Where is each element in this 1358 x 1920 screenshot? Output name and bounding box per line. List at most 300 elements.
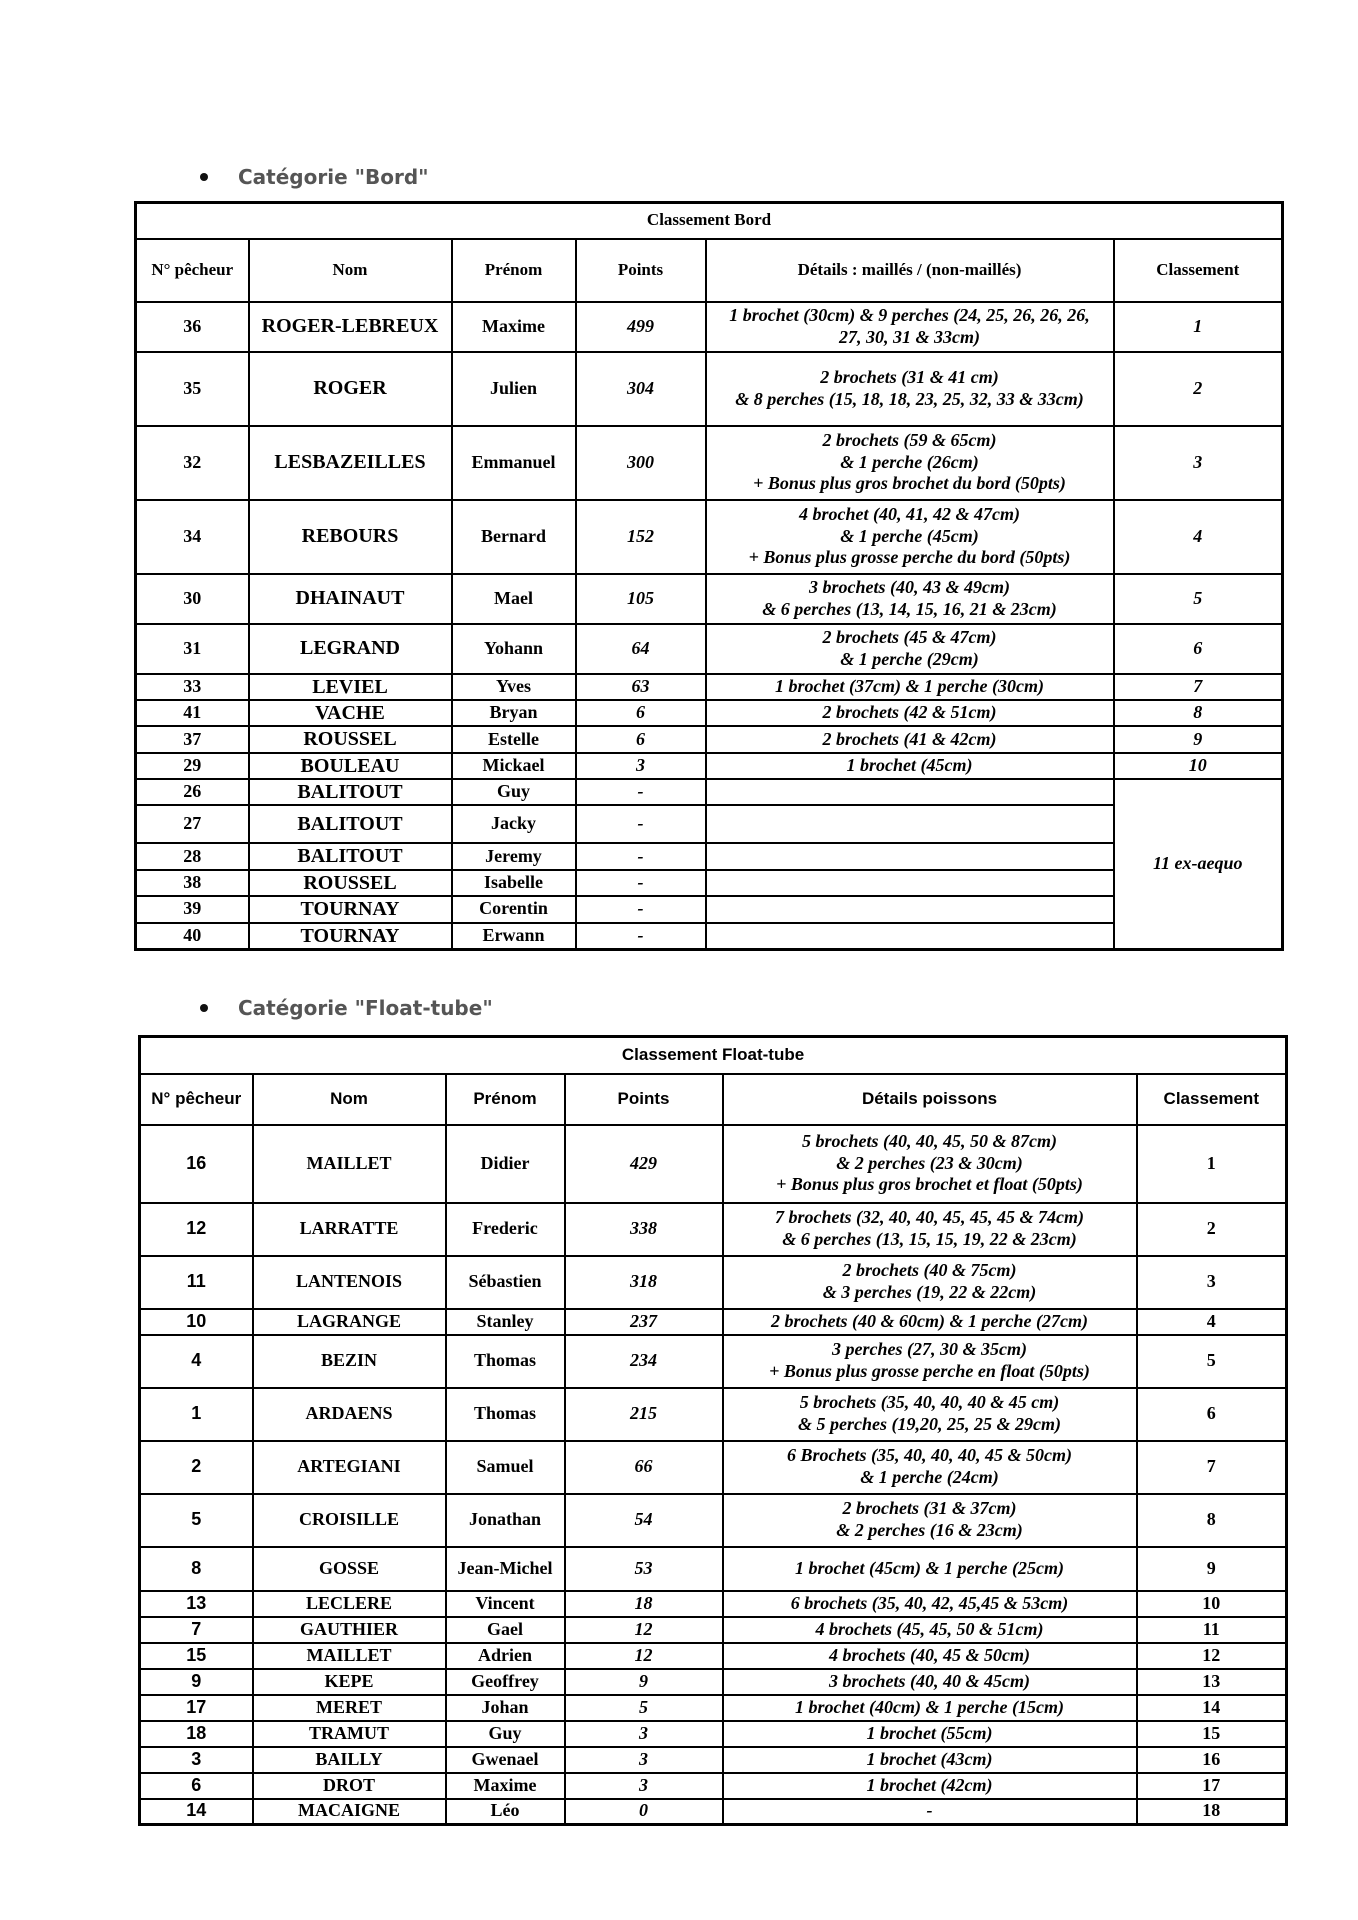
prenom-cell: Corentin [452, 896, 576, 922]
pecheur-number: 4 [140, 1335, 253, 1388]
details-cell [706, 843, 1114, 869]
points-cell: 338 [565, 1203, 723, 1256]
prenom-cell: Yves [452, 674, 576, 700]
points-cell: 66 [565, 1441, 723, 1494]
table-row [140, 1388, 1287, 1441]
pecheur-number: 36 [136, 302, 249, 352]
table-row [136, 574, 1283, 624]
nom-cell: LANTENOIS [253, 1256, 446, 1309]
details-line: 2 brochets (41 & 42cm) [822, 728, 997, 749]
details-line: 27, 30, 31 & 33cm) [839, 326, 980, 347]
nom-cell: BALITOUT [249, 843, 452, 869]
pecheur-number: 37 [136, 726, 249, 752]
header-cell: N° pêcheur [136, 239, 249, 302]
prenom-cell: Guy [446, 1721, 565, 1747]
points-cell: - [576, 896, 706, 922]
rank-cell: 6 [1114, 624, 1283, 674]
prenom-cell: Erwann [452, 923, 576, 950]
details-cell [723, 1309, 1137, 1335]
prenom-cell: Geoffrey [446, 1669, 565, 1695]
prenom-cell: Thomas [446, 1388, 565, 1441]
details-cell [723, 1335, 1137, 1388]
prenom-cell: Bernard [452, 500, 576, 574]
details-line: + Bonus plus grosse perche du bord (50pts) [748, 547, 1071, 568]
nom-cell: MAILLET [253, 1643, 446, 1669]
details-line: 3 brochets (40, 40 & 45cm) [829, 1670, 1030, 1691]
details-line: 1 brochet (30cm) & 9 perches (24, 25, 26, 26, 26, [729, 304, 1090, 325]
table-row [140, 1309, 1287, 1335]
pecheur-number: 9 [140, 1669, 253, 1695]
points-cell: 3 [565, 1721, 723, 1747]
rank-cell: 9 [1114, 726, 1283, 752]
points-cell: 215 [565, 1388, 723, 1441]
details-line: & 3 perches (19, 22 & 22cm) [822, 1282, 1037, 1302]
details-cell [723, 1203, 1137, 1256]
details-line: + Bonus plus gros brochet du bord (50pts) [753, 473, 1066, 494]
points-cell: 152 [576, 500, 706, 574]
pecheur-number: 31 [136, 624, 249, 674]
pecheur-number: 1 [140, 1388, 253, 1441]
details-cell [706, 500, 1114, 574]
table-row [136, 805, 1283, 843]
rank-cell: 5 [1137, 1335, 1287, 1388]
nom-cell: ARTEGIANI [253, 1441, 446, 1494]
points-cell: 9 [565, 1669, 723, 1695]
details-line: & 1 perche (29cm) [840, 648, 979, 669]
details-line: 1 brochet (42cm) [866, 1774, 993, 1795]
points-cell: - [576, 779, 706, 805]
details-cell [723, 1256, 1137, 1309]
details-cell [706, 352, 1114, 426]
table-row [140, 1695, 1287, 1721]
header-cell: Points [576, 239, 706, 302]
points-cell: 304 [576, 352, 706, 426]
details-line: + Bonus plus grosse perche en float (50pts) [769, 1361, 1090, 1381]
prenom-cell: Isabelle [452, 870, 576, 896]
prenom-cell: Vincent [446, 1591, 565, 1617]
header-cell: Détails : maillés / (non-maillés) [706, 239, 1114, 302]
prenom-cell: Bryan [452, 700, 576, 726]
pecheur-number: 6 [140, 1773, 253, 1799]
section-heading-bord-text: Catégorie "Bord" [238, 165, 429, 189]
pecheur-number: 8 [140, 1547, 253, 1591]
details-cell [706, 805, 1114, 843]
nom-cell: DHAINAUT [249, 574, 452, 624]
header-cell: Prénom [452, 239, 576, 302]
details-cell [723, 1617, 1137, 1643]
details-line: 2 brochets (31 & 41 cm) [820, 366, 999, 387]
details-line: 1 brochet (55cm) [866, 1722, 993, 1743]
rank-cell: 9 [1137, 1547, 1287, 1591]
details-line: 2 brochets (59 & 65cm) [822, 429, 997, 450]
prenom-cell: Johan [446, 1695, 565, 1721]
details-line: 1 brochet (45cm) [846, 754, 973, 775]
details-line: 2 brochets (42 & 51cm) [822, 702, 997, 723]
rank-cell: 3 [1114, 426, 1283, 500]
points-cell: - [576, 923, 706, 950]
section-heading-float-text: Catégorie "Float-tube" [238, 996, 493, 1020]
table-row [140, 1335, 1287, 1388]
table-row [136, 302, 1283, 352]
prenom-cell: Frederic [446, 1203, 565, 1256]
nom-cell: ARDAENS [253, 1388, 446, 1441]
nom-cell: LEVIEL [249, 674, 452, 700]
pecheur-number: 35 [136, 352, 249, 426]
rank-cell: 11 [1137, 1617, 1287, 1643]
header-cell: Nom [249, 239, 452, 302]
rank-cell: 17 [1137, 1773, 1287, 1799]
header-cell: Classement [1114, 239, 1283, 302]
prenom-cell: Julien [452, 352, 576, 426]
nom-cell: LESBAZEILLES [249, 426, 452, 500]
nom-cell: GOSSE [253, 1547, 446, 1591]
table-row [140, 1799, 1287, 1825]
table-row [136, 726, 1283, 752]
table-row [136, 870, 1283, 896]
points-cell: 300 [576, 426, 706, 500]
rank-cell: 5 [1114, 574, 1283, 624]
header-cell: Prénom [446, 1074, 565, 1125]
rank-cell: 18 [1137, 1799, 1287, 1825]
details-cell [706, 896, 1114, 922]
details-cell [723, 1441, 1137, 1494]
nom-cell: LARRATTE [253, 1203, 446, 1256]
prenom-cell: Maxime [452, 302, 576, 352]
table-row [140, 1643, 1287, 1669]
rank-cell: 7 [1114, 674, 1283, 700]
pecheur-number: 2 [140, 1441, 253, 1494]
rank-cell: 10 [1114, 753, 1283, 779]
details-cell [723, 1799, 1137, 1825]
rank-cell: 10 [1137, 1591, 1287, 1617]
details-line: 4 brochet (40, 41, 42 & 47cm) [799, 503, 1020, 524]
prenom-cell: Jacky [452, 805, 576, 843]
points-cell: 63 [576, 674, 706, 700]
prenom-cell: Emmanuel [452, 426, 576, 500]
points-cell: 64 [576, 624, 706, 674]
prenom-cell: Gael [446, 1617, 565, 1643]
rank-cell: 8 [1114, 700, 1283, 726]
section-heading-float [200, 996, 493, 1020]
details-line: 1 brochet (40cm) & 1 perche (15cm) [795, 1696, 1064, 1717]
rank-cell: 13 [1137, 1669, 1287, 1695]
nom-cell: TOURNAY [249, 896, 452, 922]
rank-cell: 16 [1137, 1747, 1287, 1773]
table-classement-float [138, 1035, 1288, 1826]
details-cell [723, 1547, 1137, 1591]
pecheur-number: 41 [136, 700, 249, 726]
points-cell: 499 [576, 302, 706, 352]
prenom-cell: Samuel [446, 1441, 565, 1494]
pecheur-number: 5 [140, 1494, 253, 1547]
details-line: 6 Brochets (35, 40, 40, 40, 45 & 50cm) [787, 1445, 1072, 1466]
header-cell: Classement [1137, 1074, 1287, 1125]
table-row [136, 426, 1283, 500]
details-cell [706, 426, 1114, 500]
rank-cell: 1 [1137, 1125, 1287, 1203]
table-classement-bord [134, 201, 1284, 951]
rank-cell: 1 [1114, 302, 1283, 352]
points-cell: 3 [565, 1747, 723, 1773]
details-line: 4 brochets (40, 45 & 50cm) [829, 1644, 1030, 1665]
nom-cell: BALITOUT [249, 779, 452, 805]
pecheur-number: 10 [140, 1309, 253, 1335]
bullet-icon [200, 173, 208, 181]
pecheur-number: 28 [136, 843, 249, 869]
pecheur-number: 29 [136, 753, 249, 779]
table-row [136, 896, 1283, 922]
details-line: 2 brochets (40 & 75cm) [842, 1260, 1017, 1281]
points-cell: 105 [576, 574, 706, 624]
points-cell: 12 [565, 1643, 723, 1669]
table-title-bord: Classement Bord [136, 203, 1283, 239]
section-heading-bord [200, 165, 429, 189]
nom-cell: ROUSSEL [249, 870, 452, 896]
prenom-cell: Guy [452, 779, 576, 805]
rank-cell: 12 [1137, 1643, 1287, 1669]
details-line: & 1 perche (24cm) [860, 1467, 999, 1487]
details-line: & 6 perches (13, 14, 15, 16, 21 & 23cm) [762, 598, 1057, 619]
details-line: & 2 perches (16 & 23cm) [836, 1520, 1023, 1540]
details-cell [706, 726, 1114, 752]
table-row [140, 1591, 1287, 1617]
header-row-bord [136, 239, 1283, 302]
nom-cell: TRAMUT [253, 1721, 446, 1747]
details-cell [723, 1494, 1137, 1547]
points-cell: 318 [565, 1256, 723, 1309]
details-line: 1 brochet (43cm) [866, 1748, 993, 1769]
points-cell: - [576, 870, 706, 896]
nom-cell: BEZIN [253, 1335, 446, 1388]
details-line: & 2 perches (23 & 30cm) [836, 1152, 1023, 1173]
pecheur-number: 30 [136, 574, 249, 624]
prenom-cell: Adrien [446, 1643, 565, 1669]
details-cell [706, 753, 1114, 779]
table-row [140, 1773, 1287, 1799]
table-row [140, 1125, 1287, 1203]
nom-cell: LEGRAND [249, 624, 452, 674]
pecheur-number: 39 [136, 896, 249, 922]
nom-cell: VACHE [249, 700, 452, 726]
prenom-cell: Didier [446, 1125, 565, 1203]
details-line: 6 brochets (35, 40, 42, 45,45 & 53cm) [790, 1592, 1069, 1613]
prenom-cell: Thomas [446, 1335, 565, 1388]
nom-cell: MERET [253, 1695, 446, 1721]
pecheur-number: 16 [140, 1125, 253, 1203]
table-row [140, 1256, 1287, 1309]
prenom-cell: Estelle [452, 726, 576, 752]
details-line: & 1 perche (26cm) [840, 451, 979, 472]
table-row [136, 753, 1283, 779]
prenom-cell: Mael [452, 574, 576, 624]
pecheur-number: 18 [140, 1721, 253, 1747]
table-row [140, 1203, 1287, 1256]
details-cell [723, 1695, 1137, 1721]
details-line: 1 brochet (45cm) & 1 perche (25cm) [795, 1557, 1064, 1578]
rank-cell: 15 [1137, 1721, 1287, 1747]
table-row [136, 352, 1283, 426]
rank-cell: 7 [1137, 1441, 1287, 1494]
table-row [136, 779, 1283, 805]
table-row [140, 1669, 1287, 1695]
header-cell: Points [565, 1074, 723, 1125]
details-line: & 8 perches (15, 18, 18, 23, 25, 32, 33 & 33cm) [735, 388, 1084, 409]
table-title-float: Classement Float-tube [140, 1037, 1287, 1074]
pecheur-number: 38 [136, 870, 249, 896]
details-cell [706, 624, 1114, 674]
table-row [140, 1547, 1287, 1591]
prenom-cell: Jonathan [446, 1494, 565, 1547]
prenom-cell: Léo [446, 1799, 565, 1825]
points-cell: 12 [565, 1617, 723, 1643]
rank-cell: 14 [1137, 1695, 1287, 1721]
prenom-cell: Sébastien [446, 1256, 565, 1309]
pecheur-number: 14 [140, 1799, 253, 1825]
table-row [140, 1441, 1287, 1494]
details-cell [706, 870, 1114, 896]
points-cell: 237 [565, 1309, 723, 1335]
rank-cell: 4 [1137, 1309, 1287, 1335]
details-line: 7 brochets (32, 40, 40, 45, 45, 45 & 74cm) [775, 1207, 1084, 1228]
points-cell: 0 [565, 1799, 723, 1825]
details-cell [706, 674, 1114, 700]
details-cell [723, 1747, 1137, 1773]
points-cell: 429 [565, 1125, 723, 1203]
details-cell [723, 1721, 1137, 1747]
rank-cell: 2 [1114, 352, 1283, 426]
prenom-cell: Maxime [446, 1773, 565, 1799]
nom-cell: TOURNAY [249, 923, 452, 950]
pecheur-number: 7 [140, 1617, 253, 1643]
nom-cell: BALITOUT [249, 805, 452, 843]
table-row [140, 1494, 1287, 1547]
header-cell: N° pêcheur [140, 1074, 253, 1125]
points-cell: 234 [565, 1335, 723, 1388]
prenom-cell: Stanley [446, 1309, 565, 1335]
points-cell: 6 [576, 726, 706, 752]
table-row [140, 1721, 1287, 1747]
details-cell [706, 779, 1114, 805]
details-line: 2 brochets (45 & 47cm) [822, 626, 997, 647]
table-row [140, 1617, 1287, 1643]
prenom-cell: Jean-Michel [446, 1547, 565, 1591]
points-cell: 3 [565, 1773, 723, 1799]
details-line: 4 brochets (45, 45, 50 & 51cm) [815, 1618, 1044, 1639]
table-row [136, 843, 1283, 869]
details-line: 5 brochets (35, 40, 40, 40 & 45 cm) [799, 1392, 1060, 1413]
details-cell [706, 302, 1114, 352]
points-cell: 5 [565, 1695, 723, 1721]
table-row [136, 923, 1283, 950]
pecheur-number: 40 [136, 923, 249, 950]
pecheur-number: 12 [140, 1203, 253, 1256]
rank-cell: 6 [1137, 1388, 1287, 1441]
prenom-cell: Yohann [452, 624, 576, 674]
points-cell: 3 [576, 753, 706, 779]
table-row [136, 500, 1283, 574]
details-cell [706, 700, 1114, 726]
details-line: 3 perches (27, 30 & 35cm) [832, 1339, 1027, 1360]
nom-cell: GAUTHIER [253, 1617, 446, 1643]
nom-cell: CROISILLE [253, 1494, 446, 1547]
pecheur-number: 27 [136, 805, 249, 843]
nom-cell: ROGER [249, 352, 452, 426]
points-cell: 6 [576, 700, 706, 726]
rank-cell: 4 [1114, 500, 1283, 574]
rank-cell: 8 [1137, 1494, 1287, 1547]
nom-cell: DROT [253, 1773, 446, 1799]
nom-cell: MACAIGNE [253, 1799, 446, 1825]
points-cell: - [576, 843, 706, 869]
nom-cell: BOULEAU [249, 753, 452, 779]
points-cell: 54 [565, 1494, 723, 1547]
header-cell: Nom [253, 1074, 446, 1125]
details-line: 5 brochets (40, 40, 45, 50 & 87cm) [802, 1130, 1057, 1151]
prenom-cell: Gwenael [446, 1747, 565, 1773]
details-cell [706, 923, 1114, 950]
pecheur-number: 15 [140, 1643, 253, 1669]
pecheur-number: 26 [136, 779, 249, 805]
pecheur-number: 13 [140, 1591, 253, 1617]
nom-cell: KEPE [253, 1669, 446, 1695]
points-cell: 53 [565, 1547, 723, 1591]
nom-cell: ROUSSEL [249, 726, 452, 752]
nom-cell: MAILLET [253, 1125, 446, 1203]
table-row [136, 624, 1283, 674]
nom-cell: BAILLY [253, 1747, 446, 1773]
header-row-float [140, 1074, 1287, 1125]
points-cell: - [576, 805, 706, 843]
details-cell [723, 1591, 1137, 1617]
details-cell [723, 1669, 1137, 1695]
pecheur-number: 11 [140, 1256, 253, 1309]
bullet-icon [200, 1004, 208, 1012]
nom-cell: REBOURS [249, 500, 452, 574]
rank-exaequo-cell: 11 ex-aequo [1114, 779, 1283, 949]
details-cell [723, 1125, 1137, 1203]
details-cell [723, 1773, 1137, 1799]
table-row [136, 700, 1283, 726]
prenom-cell: Mickael [452, 753, 576, 779]
nom-cell: LECLERE [253, 1591, 446, 1617]
details-line: 2 brochets (40 & 60cm) & 1 perche (27cm) [771, 1310, 1088, 1331]
rank-cell: 3 [1137, 1256, 1287, 1309]
table-row [140, 1747, 1287, 1773]
details-line: 2 brochets (31 & 37cm) [842, 1498, 1017, 1519]
prenom-cell: Jeremy [452, 843, 576, 869]
pecheur-number: 33 [136, 674, 249, 700]
nom-cell: ROGER-LEBREUX [249, 302, 452, 352]
details-line: & 5 perches (19,20, 25, 25 & 29cm) [798, 1414, 1061, 1434]
points-cell: 18 [565, 1591, 723, 1617]
pecheur-number: 34 [136, 500, 249, 574]
details-cell [723, 1643, 1137, 1669]
header-cell: Détails poissons [723, 1074, 1137, 1125]
nom-cell: LAGRANGE [253, 1309, 446, 1335]
details-line: & 6 perches (13, 15, 15, 19, 22 & 23cm) [782, 1229, 1077, 1249]
details-cell [706, 574, 1114, 624]
details-cell [723, 1388, 1137, 1441]
pecheur-number: 17 [140, 1695, 253, 1721]
details-line: - [926, 1800, 933, 1821]
pecheur-number: 3 [140, 1747, 253, 1773]
details-line: & 1 perche (45cm) [840, 525, 979, 546]
rank-cell: 2 [1137, 1203, 1287, 1256]
pecheur-number: 32 [136, 426, 249, 500]
table-row [136, 674, 1283, 700]
details-line: 1 brochet (37cm) & 1 perche (30cm) [775, 675, 1044, 696]
details-line: + Bonus plus gros brochet et float (50pts) [776, 1174, 1083, 1195]
